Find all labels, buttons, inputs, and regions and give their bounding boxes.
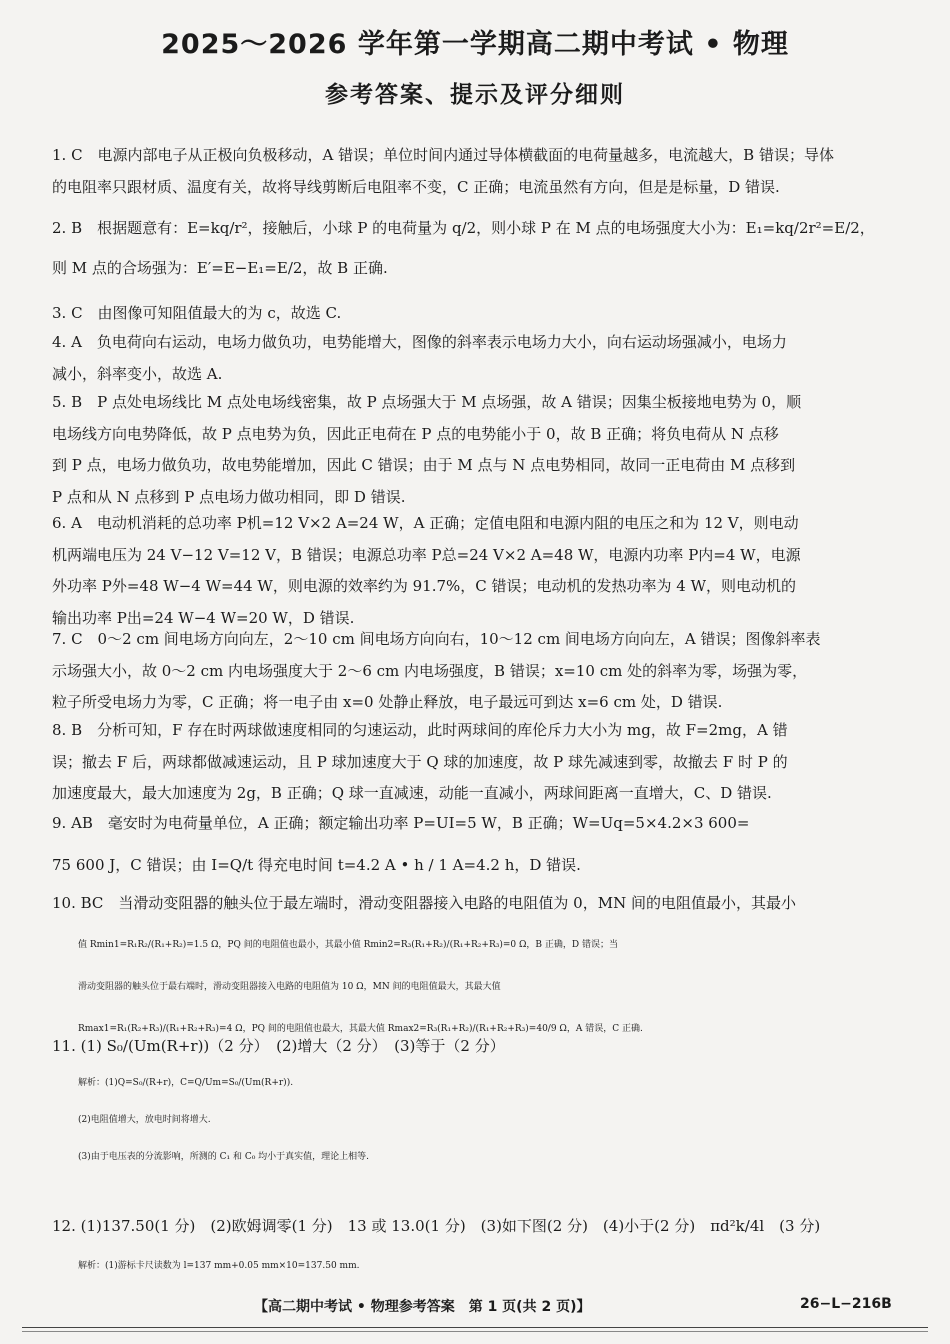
answer-item-9	[52, 802, 904, 886]
answer-line: 的电阻率只跟材质、温度有关，故将导线剪断后电阻率不变，C 正确；电流虽然有方向，但是是标量，D 错误.	[52, 177, 780, 196]
answer-line: (2)电阻值增大，放电时间将增大.	[78, 1115, 211, 1125]
answer-line: 9. AB 毫安时为电荷量单位，A 正确；额定输出功率 P=UI=5 W，B 正确；W=Uq=5×4.2×3 600=	[52, 814, 750, 832]
answer-line: 减小，斜率变小，故选 A.	[52, 364, 223, 383]
answer-line: 到 P 点，电场力做负功，故电势能增加，因此 C 错误；由于 M 点与 N 点电势相同，故同一正电荷由 M 点移到	[52, 456, 796, 474]
answer-line: 粒子所受电场力为零，C 正确；将一电子由 x=0 处静止释放，电子最远可到达 x=6 cm 处，D 错误.	[52, 693, 723, 711]
answer-line: 75 600 J，C 错误；由 I=Q/t 得充电时间 t=4.2 A • h / 1 A=4.2 h，D 错误.	[52, 856, 581, 874]
answer-item-10	[52, 882, 904, 1050]
answer-line: (3)由于电压表的分流影响，所测的 C₁ 和 C₀ 均小于真实值，理论上相等.	[78, 1152, 370, 1162]
answer-line: 加速度最大，最大加速度为 2g，B 正确；Q 球一直减速，动能一直减小，两球间距离一直增大，C、D 错误.	[52, 784, 772, 802]
answer-item-11	[52, 1028, 904, 1176]
answer-line: 3. C 由图像可知阻值最大的为 c，故选 C.	[52, 304, 342, 322]
answer-line: 外功率 P外=48 W−4 W=44 W，则电源的效率约为 91.7%，C 错误；电动机的发热功率为 4 W，则电动机的	[52, 577, 797, 595]
answer-line: 1. C 电源内部电子从正极向负极移动，A 错误；单位时间内通过导体横截面的电荷量越多，电流越大，B 错误；导体	[52, 146, 834, 164]
answer-item-4	[52, 327, 904, 390]
footer-rule-secondary	[22, 1331, 928, 1332]
answer-item-3	[52, 298, 904, 330]
answer-line: 则 M 点的合场强为：E′=E−E₁=E/2，故 B 正确.	[52, 259, 388, 277]
answer-line: 机两端电压为 24 V−12 V=12 V，B 错误；电源总功率 P总=24 V×2 A=48 W，电源内功率 P内=4 W，电源	[52, 545, 801, 564]
answer-line: 5. B P 点处电场线比 M 点处电场线密集，故 P 点场强大于 M 点场强，故 A 错误；因集尘板接地电势为 0，顺	[52, 393, 802, 411]
footer-doc-code: 26−L−216B	[800, 1296, 892, 1312]
page-title: 2025～2026 学年第一学期高二期中考试 • 物理	[161, 29, 789, 60]
answer-line: 6. A 电动机消耗的总功率 P机=12 V×2 A=24 W，A 正确；定值电阻和电源内阻的电压之和为 12 V，则电动	[52, 514, 799, 532]
answer-line: 8. B 分析可知，F 存在时两球做速度相同的匀速运动，此时两球间的库伦斥力大小为 mg，故 F=2mg，A 错	[52, 721, 788, 739]
answer-line: 值 Rmin1=R₁R₂/(R₁+R₂)=1.5 Ω，PQ 间的电阻值也最小，其最小值 Rmin2=R₃(R₁+R₂)/(R₁+R₂+R₃)=0 Ω，B 正确，D 错误；当	[78, 940, 618, 950]
page-subtitle: 参考答案、提示及评分细则	[325, 82, 625, 108]
footer-rule	[22, 1327, 928, 1328]
answer-line: 10. BC 当滑动变阻器的触头位于最左端时，滑动变阻器接入电路的电阻值为 0，MN 间的电阻值最小，其最小	[52, 894, 796, 912]
answer-line: 解析：(1)Q=S₀/(R+r)，C=Q/Um=S₀/(Um(R+r)).	[78, 1078, 294, 1088]
answer-line: 输出功率 P出=24 W−4 W=20 W，D 错误.	[52, 608, 355, 627]
answer-item-7	[52, 624, 904, 719]
answer-line: 误；撤去 F 后，两球都做减速运动，且 P 球加速度大于 Q 球的加速度，故 P 球先减速到零，故撤去 F 时 P 的	[52, 752, 788, 771]
answer-line: 12. (1)137.50(1 分) (2)欧姆调零(1 分) 13 或 13.0(1 分) (3)如下图(2 分) (4)小于(2 分) πd²k/4l (3 分)	[52, 1217, 821, 1235]
answer-line: 电场线方向电势降低，故 P 点电势为负，因此正电荷在 P 点的电势能小于 0，故 B 正确；将负电荷从 N 点移	[52, 424, 779, 443]
answer-item-12	[52, 1206, 904, 1286]
footer-page-info: 【高二期中考试 • 物理参考答案 第 1 页(共 2 页)】	[254, 1299, 591, 1315]
answer-item-6	[52, 508, 904, 634]
answer-line: 滑动变阻器的触头位于最右端时，滑动变阻器接入电路的电阻值为 10 Ω，MN 间的电阻值最大，其最大值	[78, 982, 501, 992]
answer-line: 示场强大小，故 0～2 cm 内电场强度大于 2～6 cm 内电场强度，B 错误；x=10 cm 处的斜率为零，场强为零，	[52, 661, 808, 680]
answer-line: 2. B 根据题意有：E=kq/r²，接触后，小球 P 的电荷量为 q/2，则小球 P 在 M 点的电场强度大小为：E₁=kq/2r²=E/2，	[52, 219, 875, 237]
answer-line: Rmax1=R₁(R₂+R₃)/(R₁+R₂+R₃)=4 Ω，PQ 间的电阻值也最大，其最大值 Rmax2=R₃(R₁+R₂)/(R₁+R₂+R₃)=40/9 Ω，A 错误，C 正确.	[78, 1024, 643, 1034]
answer-line: 4. A 负电荷向右运动，电场力做负功，电势能增大，图像的斜率表示电场力大小，向右运动场强减小，电场力	[52, 333, 787, 351]
answer-line: 解析：(1)游标卡尺读数为 l=137 mm+0.05 mm×10=137.50 mm.	[78, 1261, 360, 1271]
answer-line: 7. C 0～2 cm 间电场方向向左，2～10 cm 间电场方向向右，10～12 cm 间电场方向向左，A 错误；图像斜率表	[52, 630, 821, 648]
answer-item-2	[52, 208, 904, 288]
answer-item-8	[52, 715, 904, 810]
answer-line: P 点和从 N 点移到 P 点电场力做功相同，即 D 错误.	[52, 487, 406, 506]
answer-line: 11. (1) S₀/(Um(R+r))（2 分） (2)增大（2 分） (3)等于（2 分）	[52, 1037, 505, 1055]
answer-item-1	[52, 140, 904, 203]
answer-item-5	[52, 387, 904, 513]
